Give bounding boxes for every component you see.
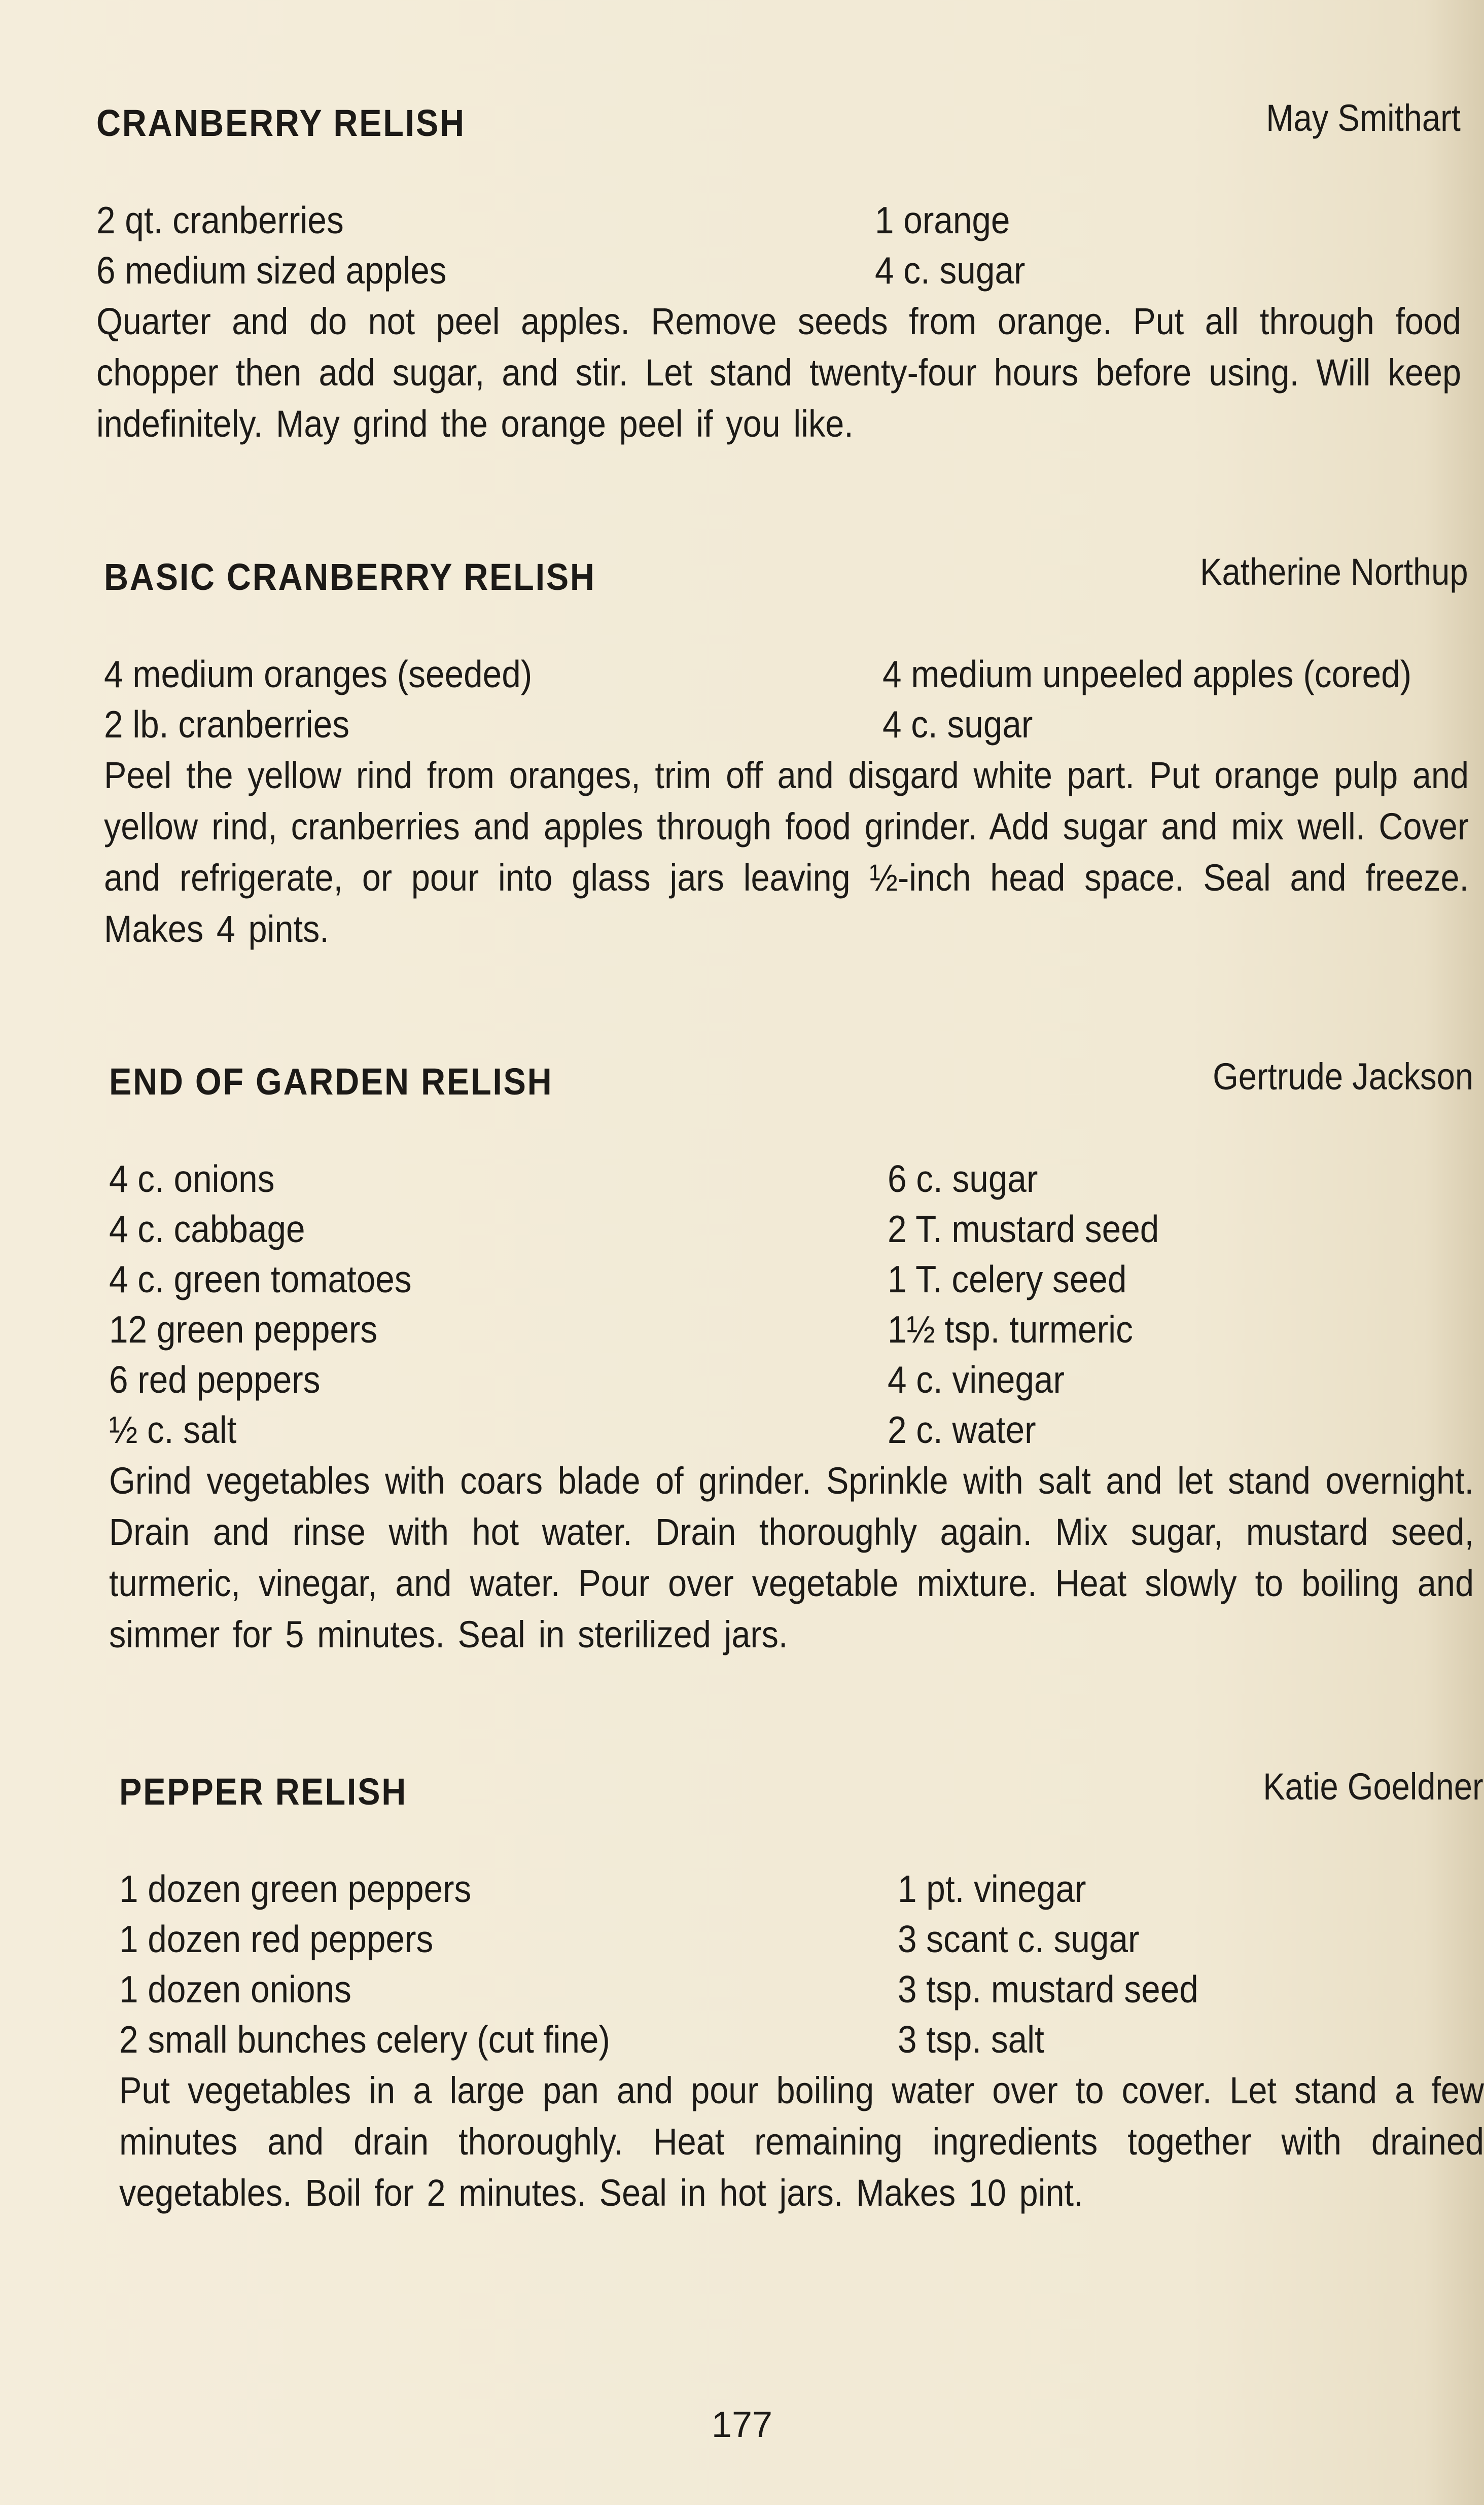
ingredient-row — [109, 1355, 1473, 1405]
ingredient-row — [104, 699, 1468, 750]
recipe-author: May Smithart — [1266, 97, 1461, 139]
ingredient-row — [109, 1405, 1473, 1455]
recipe-author: Gertrude Jackson — [1213, 1055, 1473, 1098]
ingredient: ½ c. salt — [109, 1408, 237, 1451]
recipe-pepper-relish — [119, 1765, 1483, 2218]
ingredient: 4 c. cabbage — [109, 1208, 305, 1250]
ingredient-list — [109, 1154, 1473, 1455]
ingredient-row — [109, 1154, 1473, 1204]
ingredient-row — [109, 1304, 1473, 1355]
ingredient: 6 red peppers — [109, 1358, 321, 1401]
ingredient-row — [104, 649, 1468, 699]
recipe-header — [119, 1765, 1483, 1821]
recipe-header — [104, 550, 1468, 606]
ingredient-list — [119, 1864, 1483, 2065]
recipe-title: BASIC CRANBERRY RELISH — [104, 556, 596, 598]
ingredient: 1 pt. vinegar — [898, 1867, 1086, 1910]
ingredient: 2 c. water — [888, 1408, 1036, 1451]
ingredient: 1 dozen onions — [119, 1968, 351, 2010]
recipe-directions: Grind vegetables with coars blade of grinder. Sprinkle with salt and let stand overnight. Drain and rinse with hot water. Drain thoroughly again. Mix sugar, mustard seed, turmeric, vinegar, and water. Pour over vegetable mixture. Heat slowly to boiling and simmer for 5 minutes. Seal in sterilized jars. — [109, 1460, 1474, 1655]
recipe-author: Katie Goeldner — [1263, 1766, 1483, 1808]
ingredient-row — [119, 1914, 1483, 1964]
ingredient: 2 T. mustard seed — [888, 1208, 1159, 1250]
ingredient: 4 c. vinegar — [888, 1358, 1065, 1401]
ingredient-row — [96, 195, 1461, 245]
recipe-title: PEPPER RELISH — [119, 1771, 408, 1813]
ingredient-row — [119, 1864, 1483, 1914]
ingredient: 1 orange — [875, 199, 1010, 241]
ingredient: 1 T. celery seed — [888, 1258, 1127, 1300]
recipe-directions: Quarter and do not peel apples. Remove seeds from orange. Put all through food chopper then add sugar, and stir. Let stand twenty-four hours before using. Will keep indefinitely. May grind the orange peel if you like. — [96, 300, 1461, 445]
ingredient: 4 c. onions — [109, 1157, 275, 1200]
ingredient-row — [96, 245, 1461, 296]
ingredient: 2 lb. cranberries — [104, 703, 349, 746]
ingredient: 12 green peppers — [109, 1308, 378, 1351]
ingredient: 4 c. green tomatoes — [109, 1258, 412, 1300]
recipe-title: CRANBERRY RELISH — [96, 102, 466, 144]
recipe-basic-cranberry-relish — [104, 550, 1468, 955]
recipe-end-of-garden-relish — [109, 1055, 1473, 1660]
recipe-header — [96, 96, 1461, 152]
ingredient-list — [104, 649, 1468, 750]
ingredient: 6 c. sugar — [888, 1157, 1038, 1200]
ingredient: 2 small bunches celery (cut fine) — [119, 2018, 610, 2061]
recipe-directions: Put vegetables in a large pan and pour boiling water over to cover. Let stand a few minutes and drain thoroughly. Heat remaining ingredients together with drained vegetables. Boil for 2 minutes. Seal in hot jars. Makes 10 pint. — [119, 2069, 1484, 2214]
ingredient: 2 qt. cranberries — [96, 199, 344, 241]
ingredient: 3 tsp. salt — [898, 2018, 1044, 2061]
ingredient: 1 dozen green peppers — [119, 1867, 472, 1910]
ingredient: 1 dozen red peppers — [119, 1918, 434, 1960]
ingredient: 4 medium unpeeled apples (cored) — [882, 653, 1412, 695]
recipe-header — [109, 1055, 1473, 1111]
ingredient-row — [109, 1254, 1473, 1304]
ingredient: 3 scant c. sugar — [898, 1918, 1140, 1960]
ingredient-row — [119, 2015, 1483, 2065]
ingredient: 6 medium sized apples — [96, 249, 447, 292]
ingredient-row — [109, 1204, 1473, 1254]
ingredient: 4 medium oranges (seeded) — [104, 653, 533, 695]
recipe-title: END OF GARDEN RELISH — [109, 1061, 553, 1103]
ingredient: 4 c. sugar — [875, 249, 1026, 292]
recipe-directions: Peel the yellow rind from oranges, trim off and disgard white part. Put orange pulp and yellow rind, cranberries and apples through food grinder. Add sugar and mix well. Cover and refrigerate, or pour into glass jars leaving ½-inch head space. Seal and freeze. Makes 4 pints. — [104, 754, 1469, 950]
ingredient: 3 tsp. mustard seed — [898, 1968, 1198, 2010]
ingredient: 1½ tsp. turmeric — [888, 1308, 1133, 1351]
ingredient-list — [96, 195, 1461, 296]
recipe-author: Katherine Northup — [1200, 551, 1468, 593]
page-number: 177 — [711, 2405, 773, 2445]
ingredient: 4 c. sugar — [882, 703, 1033, 746]
recipe-cranberry-relish — [96, 96, 1461, 449]
ingredient-row — [119, 1964, 1483, 2015]
